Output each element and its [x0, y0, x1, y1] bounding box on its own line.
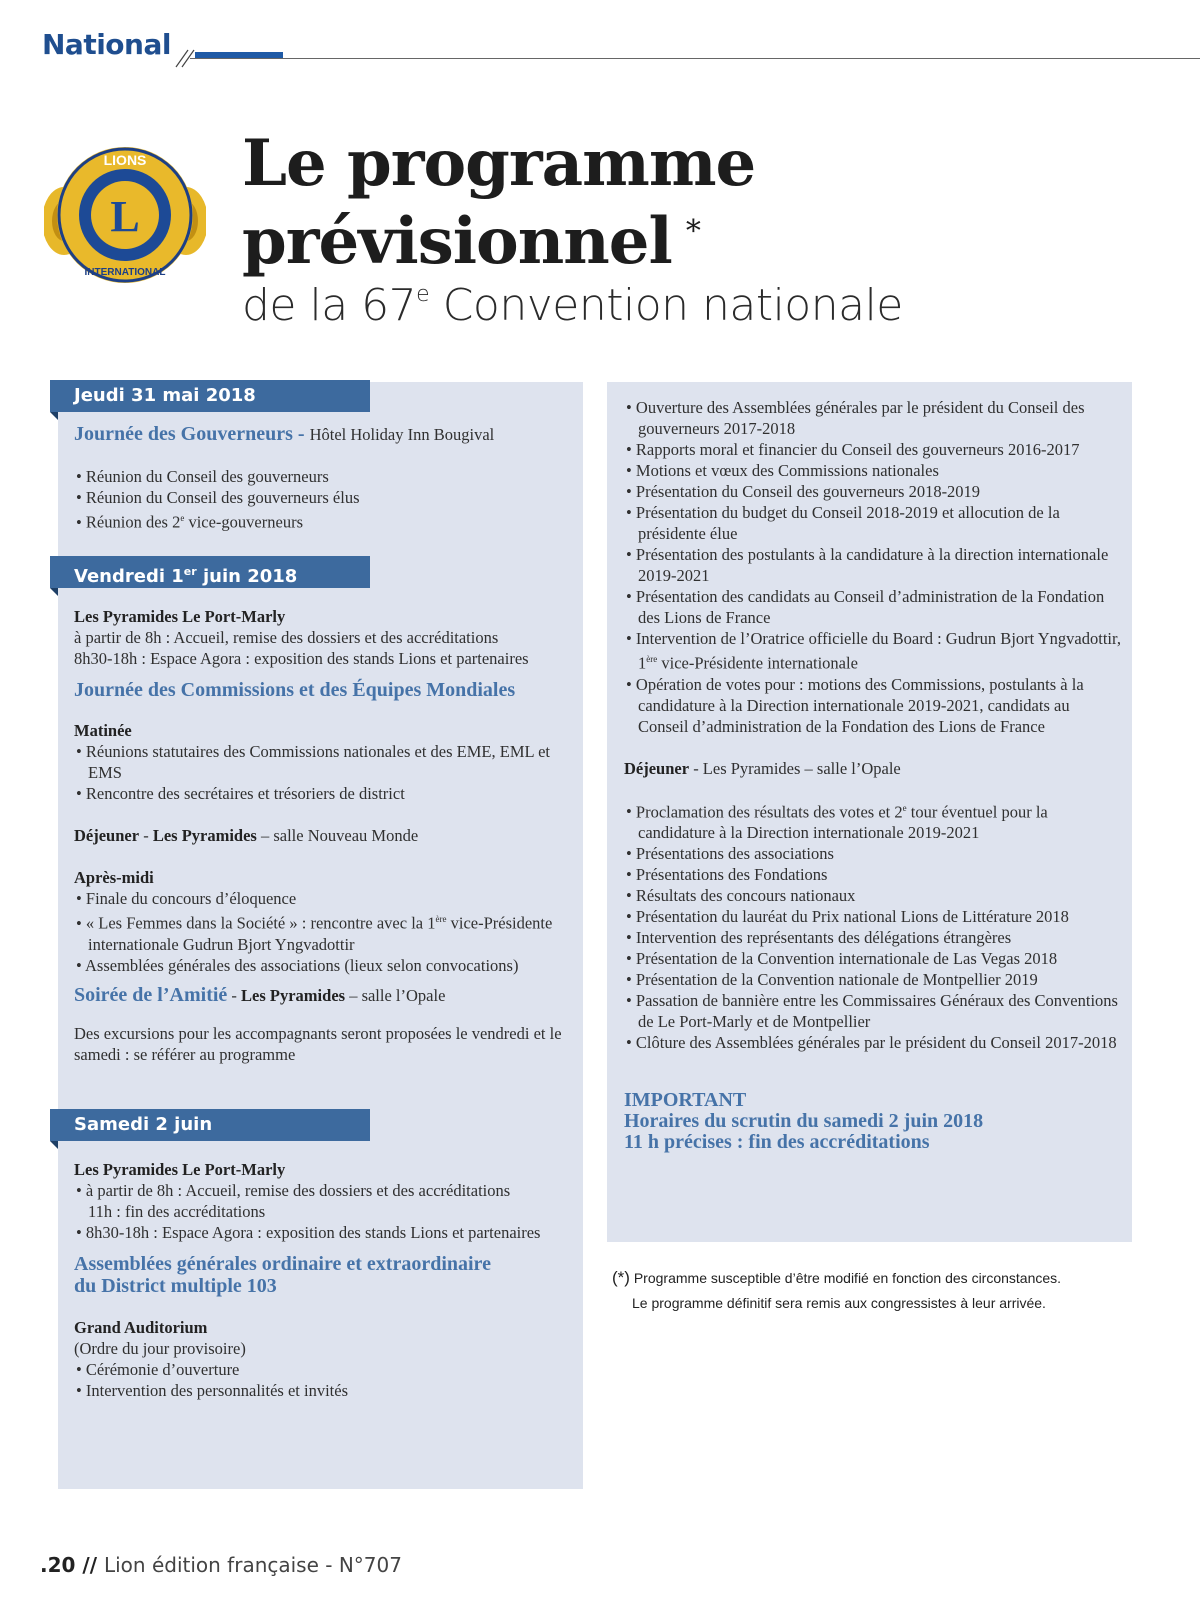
important-label: IMPORTANT [624, 1089, 747, 1111]
soiree-line [74, 984, 574, 1006]
item-text: Proclamation des résultats des votes et 2 [635, 802, 903, 821]
list-item: • Présentations des Fondations [624, 864, 1124, 885]
list-item [624, 628, 1124, 674]
page-subtitle [242, 280, 903, 331]
list-item: • Motions et vœux des Commissions nationales [624, 460, 1124, 481]
list-item: • Présentation de la Convention internationale de Las Vegas 2018 [624, 948, 1124, 969]
title-asterisk: * [685, 214, 700, 249]
logo-top-text: LIONS [103, 152, 147, 168]
day1-venue: Hôtel Holiday Inn Bougival [309, 425, 495, 444]
list-item [624, 798, 1124, 844]
list-item: • Rapports moral et financier du Conseil des gouverneurs 2016-2017 [624, 439, 1124, 460]
day-bar-friday-pre: Vendredi 1 [74, 566, 184, 587]
text-line: à partir de 8h : Accueil, remise des dossiers et des accréditations [74, 628, 499, 647]
logo-letter: L [110, 192, 140, 241]
logo-bottom-text: INTERNATIONAL [84, 267, 166, 278]
list-item: • Assemblées générales des associations (lieux selon convocations) [74, 955, 574, 976]
day3-heading-1: Assemblées générales ordinaire et extraordinaire [74, 1253, 491, 1275]
list-item: • Passation de bannière entre les Commissaires Généraux des Conventions de Le Port-Marly et de Montpellier [624, 990, 1124, 1032]
subtitle-pre: de la 67 [242, 280, 417, 331]
footnote-text: Programme susceptible d’être modifié en fonction des circonstances. [629, 1270, 1062, 1286]
dej-label: Déjeuner [624, 758, 690, 778]
day-bar-friday-post: juin 2018 [196, 566, 298, 587]
item-text: vice-gouverneurs [184, 512, 303, 532]
list-item: • Présentation des postulants à la candidature à la direction internationale 2019-2021 [624, 544, 1124, 586]
list-item: • 8h30-18h : Espace Agora : exposition des stands Lions et partenaires [74, 1222, 574, 1243]
item-sup: ère [646, 654, 658, 664]
dej-place: Les Pyramides [152, 826, 257, 845]
list-item: • Ouverture des Assemblées générales par le président du Conseil des gouverneurs 2017-2018 [624, 397, 1124, 439]
ordre-line: (Ordre du jour provisoire) [74, 1339, 246, 1358]
soiree-sep: - [227, 985, 242, 1005]
list-item: • Présentation de la Convention nationale de Montpellier 2019 [624, 969, 1124, 990]
item-text: vice-Présidente internationale [657, 653, 858, 673]
header-rule [190, 58, 1200, 59]
list-item: • Cérémonie d’ouverture [74, 1359, 574, 1380]
list-item: • Opération de votes pour : motions des Commissions, postulants à la candidature à la Direction internationale 2019-2021, candidats au Conseil d’administration de la Fondation des Lions de France [624, 674, 1124, 737]
important-line-2: 11 h précises : fin des accréditations [624, 1131, 930, 1153]
title-word: prévisionnel [242, 204, 672, 279]
dej-rest: - Les Pyramides – salle l’Opale [689, 758, 901, 778]
list-item: • Rencontre des secrétaires et trésoriers de district [74, 783, 574, 804]
footer-separator: // [75, 1553, 104, 1577]
day-bar-friday [50, 556, 370, 588]
list-item: • Présentation du lauréat du Prix national Lions de Littérature 2018 [624, 906, 1124, 927]
page-title [242, 125, 755, 281]
day1-heading-sep: - [292, 423, 310, 445]
day-bar-friday-sup: er [183, 565, 197, 578]
matinee-label: Matinée [74, 721, 132, 740]
dej-label: Déjeuner [74, 826, 140, 845]
list-item [74, 909, 574, 955]
footnote-line-2: Le programme définitif sera remis aux congressistes à leur arrivée. [632, 1295, 1046, 1311]
day1-content [74, 423, 574, 533]
list-item: • Réunion du Conseil des gouverneurs élus [74, 487, 574, 508]
day3-content [74, 1159, 574, 1401]
list-item: • Présentation du budget du Conseil 2018-2019 et allocution de la présidente élue [624, 502, 1124, 544]
right-content [624, 397, 1124, 1153]
page-number: .20 [40, 1553, 76, 1577]
footnote-mark: (*) [612, 1268, 630, 1287]
list-item: • Intervention des représentants des délégations étrangères [624, 927, 1124, 948]
list-item: • Résultats des concours nationaux [624, 885, 1124, 906]
apres-midi-label: Après-midi [74, 868, 154, 887]
subtitle-post: Convention nationale [429, 280, 903, 331]
item-text: vice-Présidente internationale Gudrun Bjort Yngvadottir [88, 913, 553, 954]
day3-heading-2: du District multiple 103 [74, 1275, 277, 1297]
list-item: • Finale du concours d’éloquence [74, 888, 574, 909]
day-bar-saturday: Samedi 2 juin [50, 1109, 370, 1141]
day2-content [74, 606, 574, 1065]
subtitle-sup: e [416, 282, 430, 307]
list-item: • Réunion du Conseil des gouverneurs [74, 466, 574, 487]
dejeuner-line [74, 825, 574, 846]
excursions-note: Des excursions pour les accompagnants seront proposées le vendredi et le samedi : se référer au programme [74, 1023, 562, 1064]
soiree-rest: – salle l’Opale [345, 985, 446, 1005]
page-footer [40, 1553, 402, 1577]
day2-venue: Les Pyramides Le Port-Marly [74, 607, 286, 626]
publication-name: Lion édition française - N°707 [103, 1553, 402, 1577]
lions-logo [44, 143, 206, 293]
footnote [612, 1265, 1061, 1316]
auditorium-label: Grand Auditorium [74, 1318, 208, 1337]
day2-heading: Journée des Commissions et des Équipes Mondiales [74, 679, 516, 701]
title-line-1: Le programme [242, 126, 756, 201]
item-text: Intervention de l’Oratrice officielle du Board : Gudrun Bjort Yngvadottir, 1 [635, 629, 1121, 673]
list-item: • Intervention des personnalités et invités [74, 1380, 574, 1401]
day-bar-thursday: Jeudi 31 mai 2018 [50, 380, 370, 412]
dejeuner-line [624, 758, 1124, 779]
soiree-heading: Soirée de l’Amitié [74, 983, 228, 1006]
item-sup: ère [435, 914, 447, 924]
item-sup: e [180, 513, 185, 523]
list-item: • Présentation du Conseil des gouverneurs 2018-2019 [624, 481, 1124, 502]
list-item: • Réunions statutaires des Commissions nationales et des EME, EML et EMS [74, 741, 574, 783]
list-item: • à partir de 8h : Accueil, remise des dossiers et des accréditations [74, 1180, 574, 1201]
list-item [74, 508, 574, 533]
footnote-line-1 [612, 1265, 1061, 1291]
item-text: « Les Femmes dans la Société » : rencontre avec la 1 [85, 913, 436, 933]
day3-venue: Les Pyramides Le Port-Marly [74, 1160, 286, 1179]
text-line: 8h30-18h : Espace Agora : exposition des stands Lions et partenaires [74, 649, 529, 668]
item-text: Réunion des 2 [85, 512, 181, 532]
soiree-place: Les Pyramides [241, 985, 346, 1005]
section-label: National [42, 28, 171, 61]
title-line-2 [242, 203, 755, 281]
item-sup: e [902, 802, 907, 813]
important-line-1: Horaires du scrutin du samedi 2 juin 2018 [624, 1110, 984, 1132]
text-line: 11h : fin des accréditations [88, 1202, 266, 1221]
dej-sep: - [139, 826, 153, 845]
day1-heading: Journée des Gouverneurs [74, 423, 293, 445]
list-item: • Clôture des Assemblées générales par le président du Conseil 2017-2018 [624, 1032, 1124, 1053]
item-text: tour éventuel pour la candidature à la Direction internationale 2019-2021 [638, 802, 1048, 842]
list-item: • Présentation des candidats au Conseil d’administration de la Fondation des Lions de France [624, 586, 1124, 628]
dej-rest: – salle Nouveau Monde [256, 826, 419, 845]
list-item: • Présentations des associations [624, 843, 1124, 864]
